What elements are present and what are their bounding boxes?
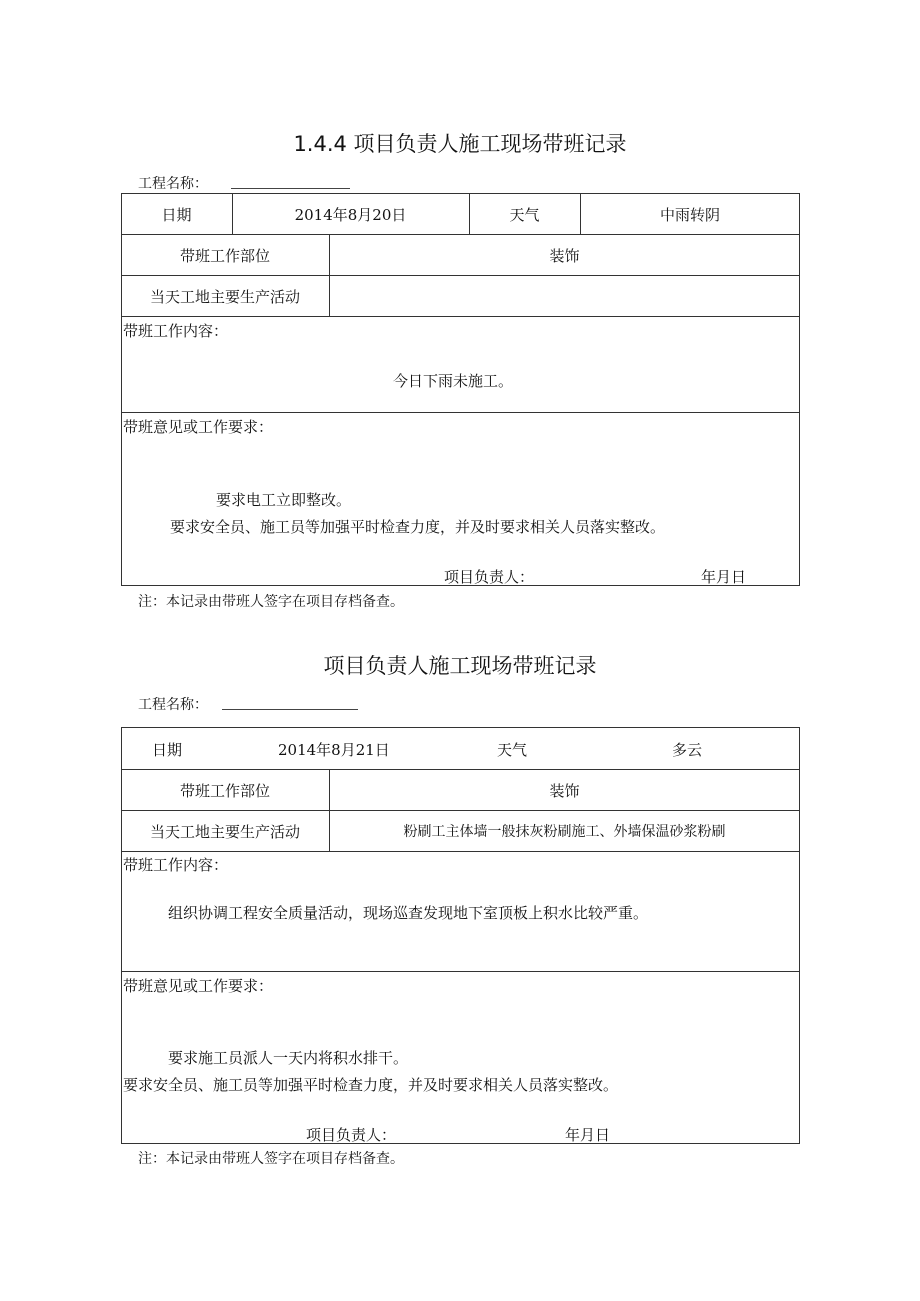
weather-label: 天气 — [497, 741, 528, 759]
signer-label: 项目负责人： — [306, 1126, 397, 1144]
date-value: 2014年8月21日 — [278, 741, 390, 759]
dept-label: 带班工作部位 — [179, 782, 270, 800]
activity-label: 当天工地主要生产活动 — [149, 823, 300, 841]
dept-value: 装饰 — [549, 247, 580, 265]
record-note: 注：本记录由带班人签字在项目存档备查。 — [138, 1151, 404, 1167]
project-name-label: 工程名称： — [138, 697, 208, 713]
record-note: 注：本记录由带班人签字在项目存档备查。 — [138, 594, 404, 610]
table-rule — [121, 234, 800, 235]
opinion-label: 带班意见或工作要求： — [123, 418, 274, 436]
project-name-label: 工程名称： — [138, 176, 208, 192]
opinion-label: 带班意见或工作要求： — [123, 977, 274, 995]
table-rule — [121, 275, 800, 276]
opinion-line: 要求施工员派人一天内将积水排干。 — [168, 1049, 409, 1067]
table-rule — [121, 971, 800, 972]
dept-label: 带班工作部位 — [179, 247, 270, 265]
table-rule — [121, 412, 800, 413]
opinion-line: 要求电工立即整改。 — [216, 491, 352, 509]
opinion-line: 要求安全员、施工员等加强平时检查力度，并及时要求相关人员落实整改。 — [123, 1076, 619, 1094]
activity-label: 当天工地主要生产活动 — [149, 288, 300, 306]
content-line: 组织协调工程安全质量活动，现场巡查发现地下室顶板上积水比较严重。 — [168, 904, 649, 922]
weather-value: 多云 — [672, 741, 703, 759]
date-label: 日期 — [161, 206, 192, 224]
table-rule — [121, 851, 800, 852]
record-2-title: 项目负责人施工现场带班记录 — [323, 654, 597, 678]
signer-date: 年月日 — [565, 1126, 611, 1144]
content-label: 带班工作内容： — [123, 322, 229, 340]
project-name-blank — [222, 709, 358, 710]
signer-label: 项目负责人： — [444, 568, 535, 586]
dept-value: 装饰 — [549, 782, 580, 800]
date-label: 日期 — [152, 741, 183, 759]
project-name-blank — [231, 188, 350, 189]
table-rule — [121, 810, 800, 811]
table-rule — [121, 769, 800, 770]
date-value: 2014年8月20日 — [294, 206, 407, 224]
content-label: 带班工作内容： — [123, 856, 229, 874]
activity-value: 粉刷工主体墙一般抹灰粉刷施工、外墙保温砂浆粉刷 — [403, 824, 726, 840]
opinion-line: 要求安全员、施工员等加强平时检查力度，并及时要求相关人员落实整改。 — [170, 518, 666, 536]
table-rule — [121, 316, 800, 317]
record-1-title: 1.4.4 项目负责人施工现场带班记录 — [293, 132, 627, 156]
weather-label: 天气 — [509, 206, 540, 224]
content-line: 今日下雨未施工。 — [393, 372, 514, 390]
weather-value: 中雨转阴 — [659, 206, 720, 224]
signer-date: 年月日 — [701, 568, 747, 586]
